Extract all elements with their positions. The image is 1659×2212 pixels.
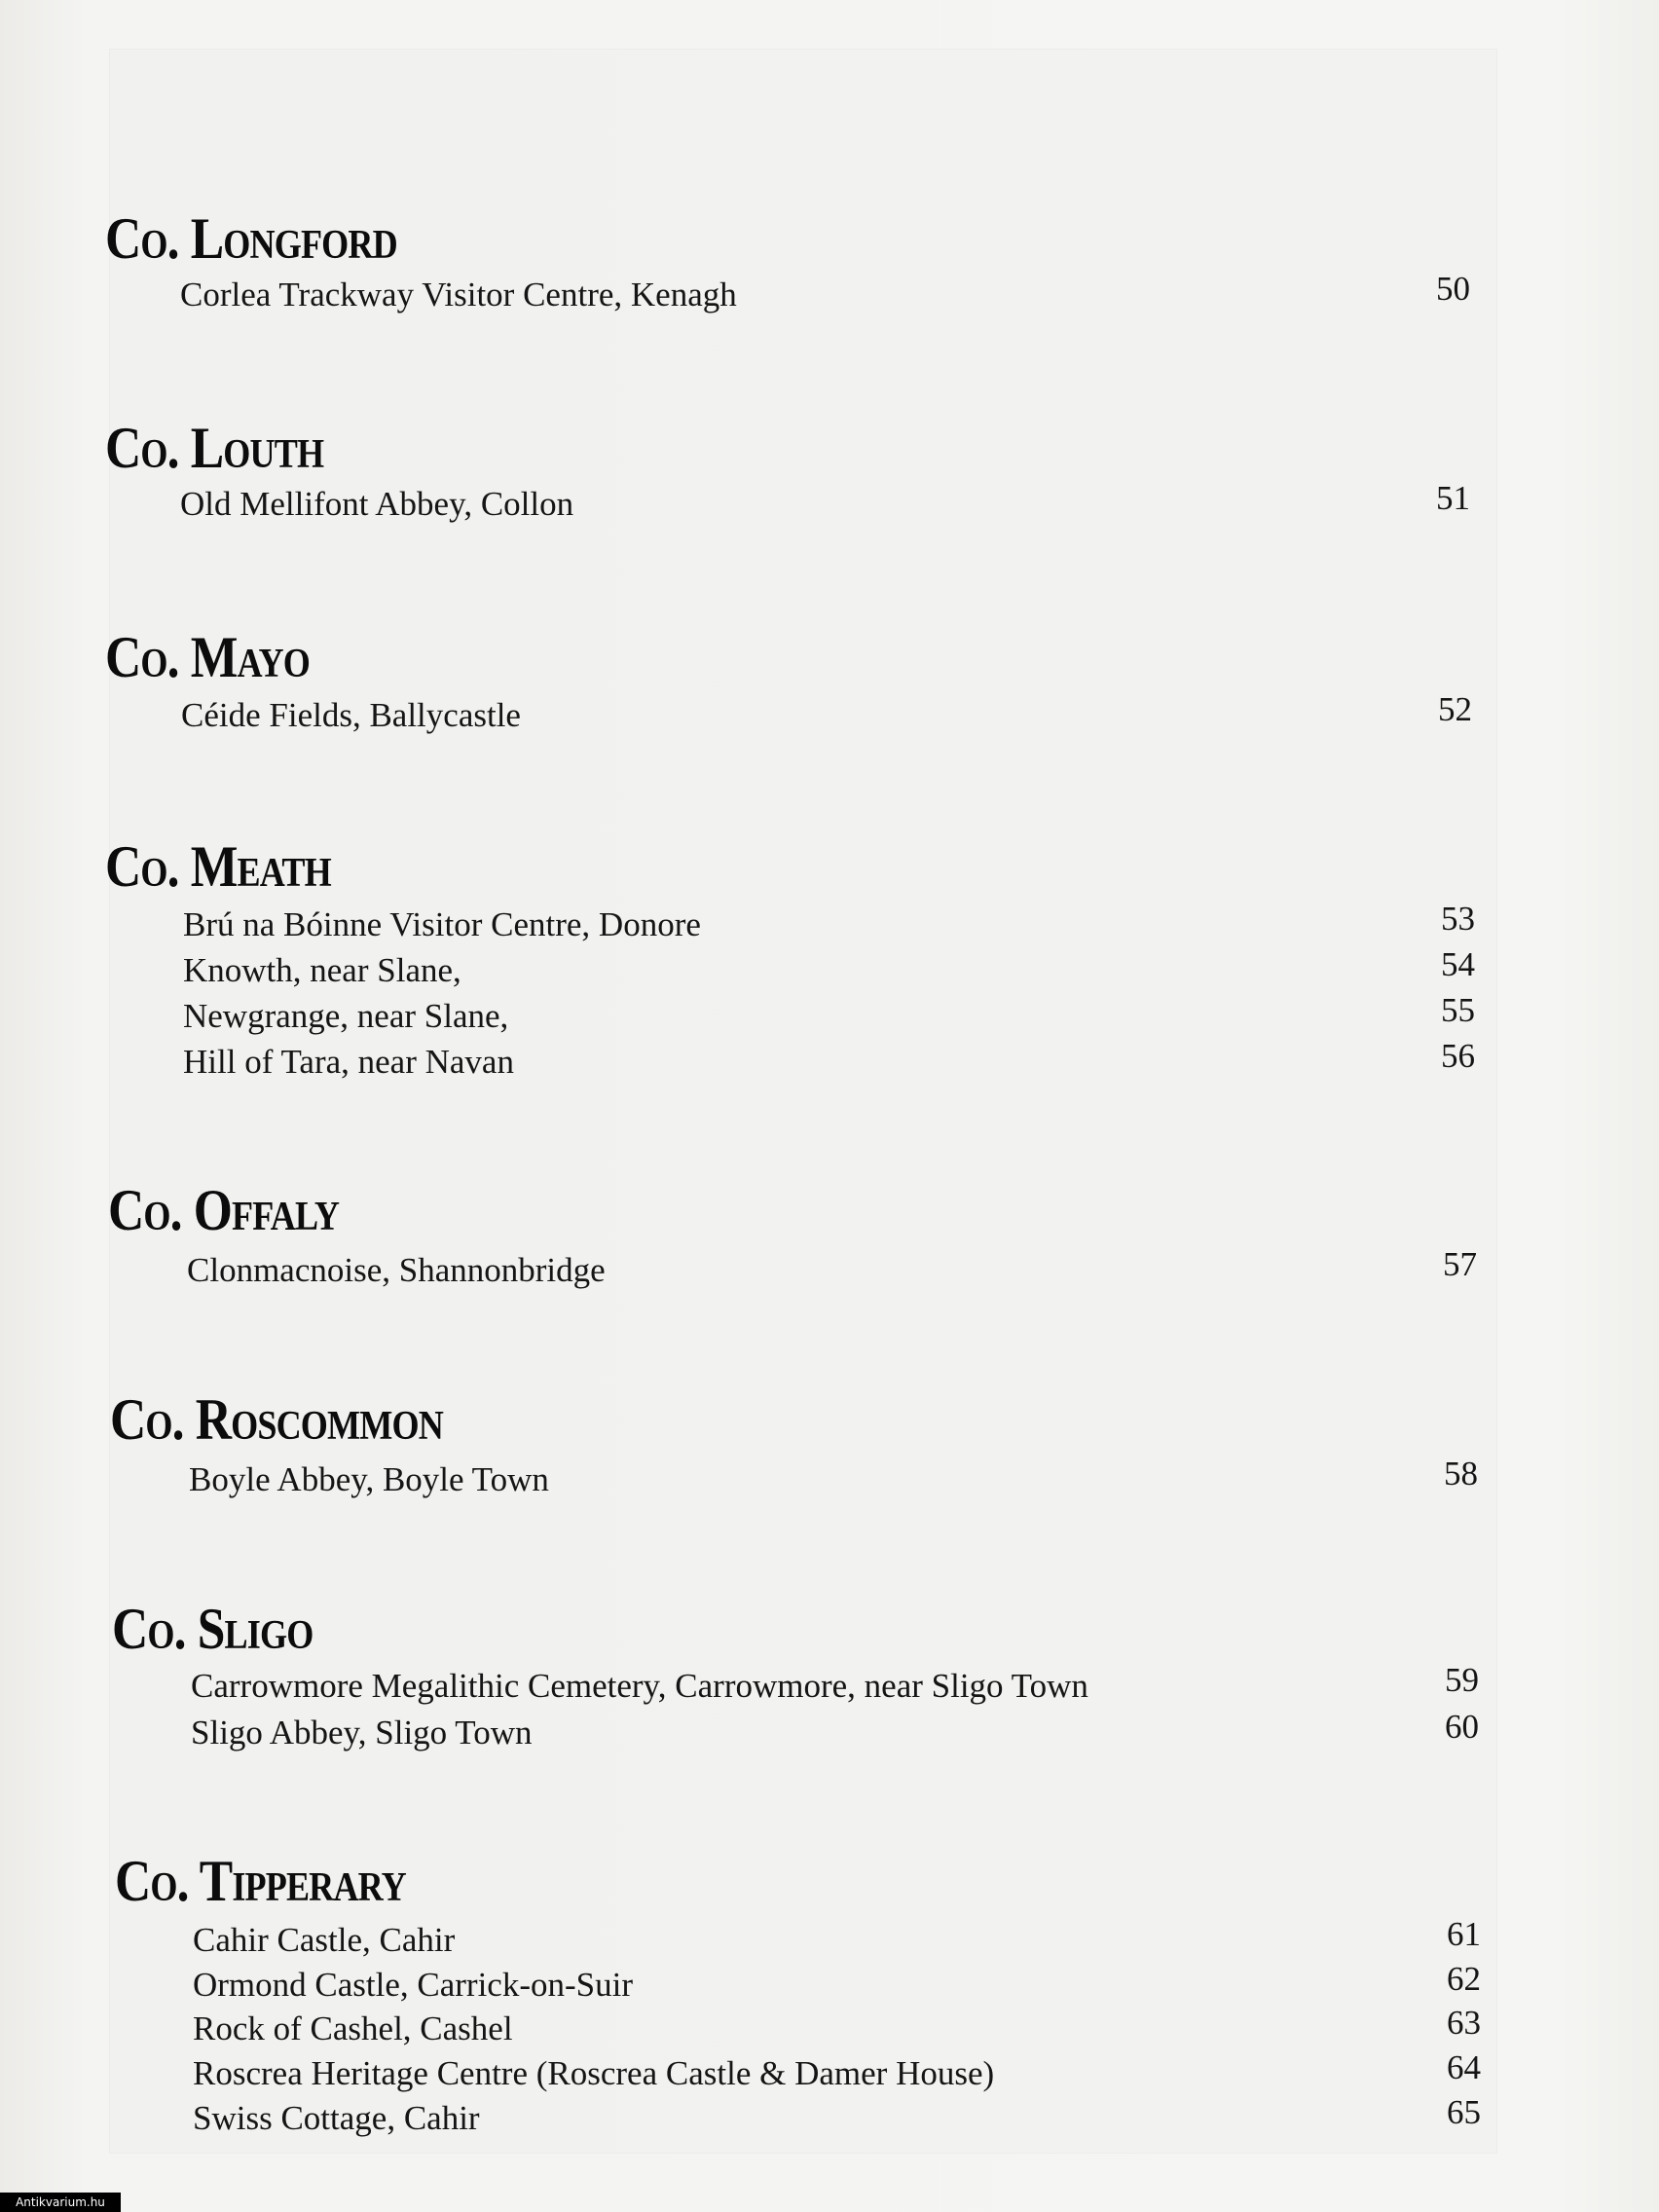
entry-page-number: 61 (1447, 1915, 1481, 1953)
watermark: Antikvarium.hu (0, 2193, 121, 2212)
entry-place: Carrowmore Megalithic Cemetery, Carrowmore, near Sligo Town (191, 1667, 1088, 1705)
entry-page-number: 55 (1441, 991, 1475, 1029)
toc-entry (183, 900, 1475, 947)
toc-entry (191, 1661, 1479, 1709)
toc-entry (180, 270, 1470, 317)
entry-place: Brú na Bóinne Visitor Centre, Donore (183, 905, 701, 943)
entry-place: Roscrea Heritage Centre (Roscrea Castle & Damer House) (193, 2054, 995, 2092)
toc-entry (193, 2048, 1481, 2096)
bleed-through-background (109, 49, 1497, 2154)
entry-place: Boyle Abbey, Boyle Town (189, 1460, 549, 1498)
toc-entry (183, 991, 1475, 1039)
toc-entry (193, 1915, 1481, 1963)
county-heading: Co. Louth (105, 416, 324, 480)
entry-place: Corlea Trackway Visitor Centre, Kenagh (180, 276, 737, 313)
entry-page-number: 51 (1436, 479, 1470, 517)
entry-place: Ormond Castle, Carrick-on-Suir (193, 1966, 633, 2004)
entry-page-number: 54 (1441, 945, 1475, 983)
toc-entry (187, 1245, 1477, 1293)
entry-place: Swiss Cottage, Cahir (193, 2099, 480, 2137)
entry-page-number: 59 (1445, 1661, 1479, 1699)
entry-place: Clonmacnoise, Shannonbridge (187, 1251, 606, 1289)
entry-page-number: 60 (1445, 1708, 1479, 1746)
entry-page-number: 56 (1441, 1037, 1475, 1075)
entry-page-number: 58 (1444, 1455, 1478, 1493)
county-heading: Co. Tipperary (115, 1849, 406, 1913)
entry-page-number: 52 (1438, 690, 1472, 728)
entry-page-number: 64 (1447, 2048, 1481, 2086)
toc-entry (183, 945, 1475, 993)
entry-page-number: 53 (1441, 900, 1475, 938)
entry-page-number: 63 (1447, 2004, 1481, 2042)
county-heading: Co. Meath (105, 834, 331, 899)
entry-place: Knowth, near Slane, (183, 951, 461, 989)
county-heading: Co. Longford (105, 206, 397, 271)
toc-entry (189, 1457, 1478, 1502)
entry-place: Rock of Cashel, Cashel (193, 2009, 513, 2047)
entry-place: Old Mellifont Abbey, Collon (180, 485, 574, 523)
county-heading: Co. Sligo (112, 1597, 313, 1661)
entry-page-number: 65 (1447, 2093, 1481, 2131)
entry-page-number: 62 (1447, 1960, 1481, 1998)
entry-page-number: 50 (1436, 270, 1470, 308)
county-heading: Co. Offaly (108, 1178, 340, 1242)
entry-place: Céide Fields, Ballycastle (181, 696, 521, 734)
toc-entry (183, 1037, 1475, 1085)
county-heading: Co. Mayo (105, 625, 310, 689)
toc-entry (193, 2004, 1481, 2051)
entry-place: Hill of Tara, near Navan (183, 1043, 514, 1081)
county-heading: Co. Roscommon (110, 1387, 443, 1452)
toc-entry (191, 1708, 1479, 1755)
entry-place: Sligo Abbey, Sligo Town (191, 1714, 533, 1751)
toc-entry (193, 1960, 1481, 2008)
entry-place: Newgrange, near Slane, (183, 997, 509, 1035)
entry-place: Cahir Castle, Cahir (193, 1921, 456, 1959)
toc-entry (180, 479, 1470, 527)
entry-page-number: 57 (1443, 1245, 1477, 1283)
toc-entry (181, 690, 1472, 738)
toc-entry (193, 2093, 1481, 2141)
